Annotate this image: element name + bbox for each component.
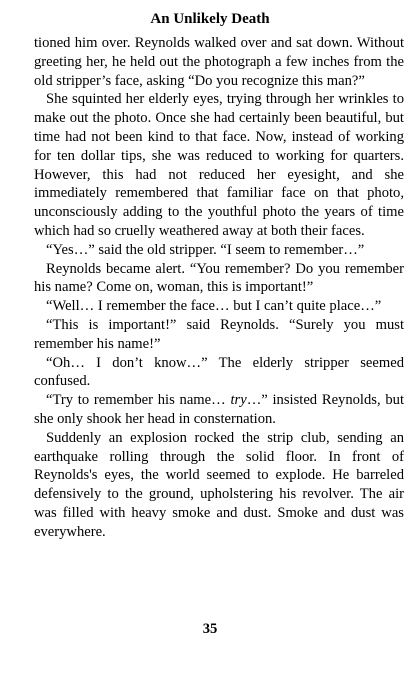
paragraph-1: tioned him over. Reynolds walked over and sat down. Without greeting her, he held out the photograph a few inches from the old stripper’s face, asking “Do you recognize this man?”	[34, 35, 404, 89]
running-title: An Unlikely Death	[150, 11, 270, 27]
paragraph-3: “Yes…” said the old stripper. “I seem to remember…”	[46, 241, 365, 258]
paragraph-4: Reynolds became alert. “You remember? Do you remember his name? Come on, woman, this is important!”	[34, 260, 404, 296]
paragraph-8-after: …” insisted Reynolds, but she only shook her head in consternation.	[34, 392, 404, 427]
paragraph-8-before: “Try to remember his name…	[46, 392, 231, 409]
body-text	[34, 34, 404, 542]
paragraph-8-emphasis: try	[230, 392, 247, 409]
paragraph-5: “Well… I remember the face… but I can’t quite place…”	[46, 298, 382, 315]
paragraph-7: “Oh… I don’t know…” The elderly stripper seemed confused.	[34, 354, 404, 390]
paragraph-2: She squinted her elderly eyes, trying through her wrinkles to make out the photo. Once she had certainly been beautiful, but time had not been kind to that face. Now, instead of working for ten dollar tips, she was reduced to working for quarters. However, this had not reduced her eyesight, and she immediately remembered that familiar face on that photo, unconsciously adding to the youthful photo the years of time which had so cruelly weathered away at both their faces.	[34, 91, 404, 239]
page-number: 35	[202, 621, 218, 637]
paragraph-6: “This is important!” said Reynolds. “Surely you must remember his name!”	[34, 316, 404, 352]
paragraph-9: Suddenly an explosion rocked the strip club, sending an earthquake rolling through the solid floor. In front of Reynolds's eyes, the world seemed to explode. He barreled defensively to the ground, upholstering his revolver. The air was filled with heavy smoke and dust. Smoke and dust was everywhere.	[34, 429, 404, 540]
paragraph-8	[34, 391, 404, 429]
